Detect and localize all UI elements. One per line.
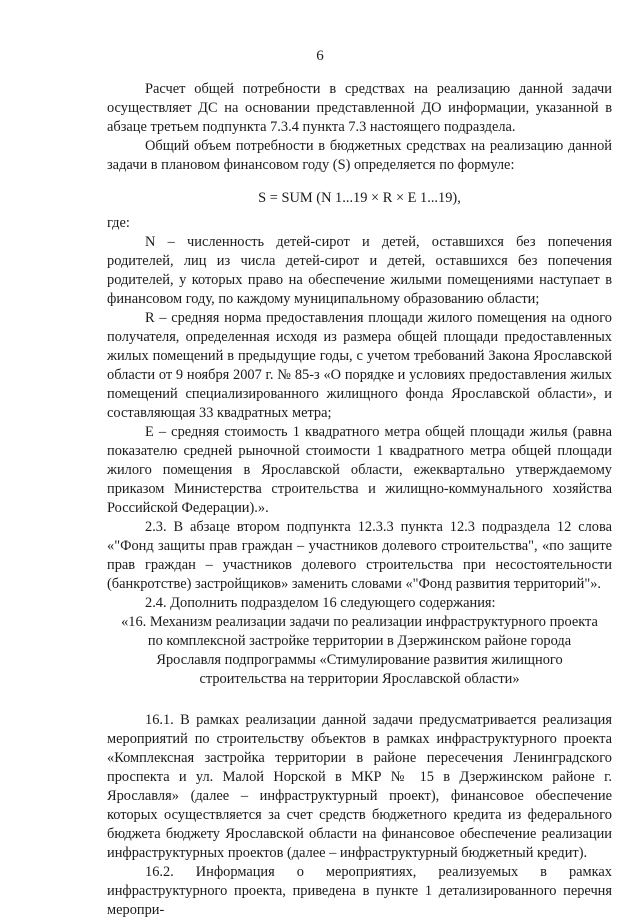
document-body (107, 80, 612, 920)
definition-r: R – средняя норма предоставления площади жилого помещения на одного получателя, определенная исходя из размера общей площади предоставленных жилых помещений в предыдущие годы, с учетом требований Закона Ярославской области от 9 ноября 2007 г. № 85-з «О порядке и условиях предоставления жилых помещений специализированного жилищного фонда Ярославской области», и составляющая 33 квадратных метра; (107, 310, 612, 421)
heading-line: Ярославля подпрограммы «Стимулирование развития жилищного (156, 652, 563, 668)
definition-n: N – численность детей-сирот и детей, оставшихся без попечения родителей, лиц из числа детей-сирот и детей, оставшихся без попечения родителей, у которых право на обеспечение жилыми помещениями наступает в финансовом году, по каждому муниципальному образованию области; (107, 234, 612, 307)
paragraph-total-volume: Общий объем потребности в бюджетных средствах на реализацию данной задачи в плановом финансовом году (S) определяется по формуле: (107, 138, 612, 173)
item-16-2: 16.2. Информация о мероприятиях, реализуемых в рамках инфраструктурного проекта, приведена в пункте 1 детализированного перечня меропри- (107, 864, 612, 918)
heading-line: «16. Механизм реализации задачи по реализации инфраструктурного проекта (121, 614, 598, 630)
heading-line: по комплексной застройке территории в Дзержинском районе города (147, 633, 572, 649)
definition-e: E – средняя стоимость 1 квадратного метра общей площади жилья (равна показателю средней рыночной стоимости 1 квадратного метра общей площади жилого помещения в Ярославской области, ежеквартально утверждаемому приказом Министерства строительства и жилищно-коммунального хозяйства Российской Федерации).». (107, 424, 612, 516)
item-2-3: 2.3. В абзаце втором подпункта 12.3.3 пункта 12.3 подраздела 12 слова «"Фонд защиты прав граждан – участников долевого строительства", «по защите прав граждан – участников долевого строительства при несостоятельности (банкротстве) застройщиков» заменить словами «"Фонд развития территорий"». (107, 519, 612, 592)
formula: S = SUM (N 1...19 × R × E 1...19), (258, 190, 461, 206)
heading-line: строительства на территории Ярославской области» (199, 671, 520, 687)
section-16-heading (107, 613, 612, 689)
page-number: 6 (316, 48, 324, 64)
where-label: где: (107, 215, 130, 231)
paragraph-calculation: Расчет общей потребности в средствах на реализацию данной задачи осуществляет ДС на основании представленной ДО информации, указанной в абзаце третьем подпункта 7.3.4 пункта 7.3 настоящего подраздела. (107, 81, 612, 135)
item-2-4: 2.4. Дополнить подразделом 16 следующего содержания: (145, 595, 496, 611)
item-16-1: 16.1. В рамках реализации данной задачи предусматривается реализация мероприятий по строительству объектов в рамках инфраструктурного проекта «Комплексная застройка территории в районе пересечения Ленинградского проспекта и ул. Малой Норской в МКР № 15 в Дзержинском районе г. Ярославля» (далее – инфраструктурный проект), финансовое обеспечение которых осуществляется за счет средств бюджетного кредита из федерального бюджета бюджету Ярославской области на финансовое обеспечение реализации инфраструктурных проектов (далее – инфраструктурный бюджетный кредит). (107, 712, 612, 861)
